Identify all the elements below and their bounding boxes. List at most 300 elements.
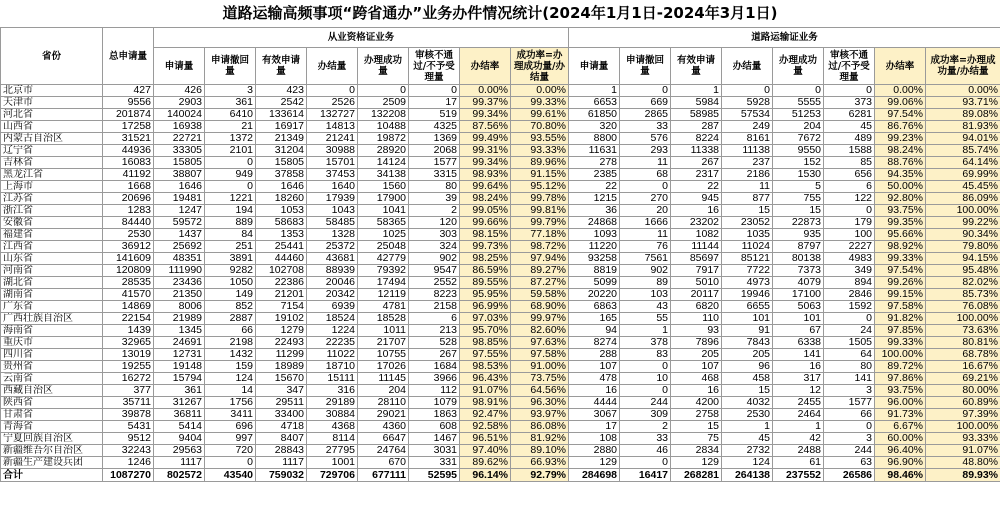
table-cell: 3 [205,85,256,97]
table-cell: 59.58% [511,289,569,301]
table-cell: 93.33% [926,433,1000,445]
table-cell: 33305 [154,145,205,157]
table-cell: 98.72% [511,241,569,253]
table-row [1,109,1000,121]
table-cell: 67 [773,325,824,337]
table-cell: 1756 [205,397,256,409]
table-cell: 99.49% [460,133,511,145]
table-cell: 1505 [824,337,875,349]
table-cell: 15805 [154,157,205,169]
table-cell: 2530 [722,409,773,421]
table-cell: 33400 [256,409,307,421]
table-row [1,205,1000,217]
table-cell: 10 [620,373,671,385]
table-cell: 316 [307,385,358,397]
table-cell: 2732 [722,445,773,457]
table-cell: 83 [620,349,671,361]
table-cell: 17 [409,97,460,109]
table-cell: 6 [409,313,460,325]
table-cell: 124 [205,373,256,385]
table-cell: 48.80% [926,457,1000,469]
table-cell: 25441 [256,241,307,253]
table-cell: 2903 [154,97,205,109]
table-cell: 1224 [307,325,358,337]
table-cell: 3411 [205,409,256,421]
table-cell: 378 [620,337,671,349]
table-cell: 0.00% [875,85,926,97]
header-trans-col-7: 成功率=办理成功量/办结量 [926,48,1000,85]
table-cell: 66 [824,409,875,421]
table-cell: 15670 [256,373,307,385]
province-cell: 内蒙古自治区 [1,133,103,145]
table-cell: 317 [773,373,824,385]
table-cell: 26586 [824,469,875,482]
table-cell: 194 [205,205,256,217]
table-cell: 68.78% [926,349,1000,361]
table-cell: 99.64% [460,181,511,193]
table-cell: 97.86% [875,373,926,385]
table-cell: 1432 [205,349,256,361]
table-cell: 14 [205,385,256,397]
table-cell: 101 [773,313,824,325]
table-cell: 52595 [409,469,460,482]
table-cell: 94.01% [926,133,1000,145]
table-cell: 4983 [824,253,875,265]
header-qual-col-2: 有效申请量 [256,48,307,85]
table-cell: 129 [671,457,722,469]
table-cell: 9556 [103,97,154,109]
table-cell: 0 [824,205,875,217]
header-qual-col-0: 申请量 [154,48,205,85]
table-cell: 852 [205,301,256,313]
table-cell: 88939 [307,265,358,277]
table-row [1,325,1000,337]
table-cell: 303 [409,229,460,241]
table-cell: 21 [205,121,256,133]
table-cell: 91 [722,325,773,337]
table-cell: 28843 [256,445,307,457]
province-cell: 新疆维吾尔自治区 [1,445,103,457]
table-cell: 69.99% [926,169,1000,181]
table-cell: 1588 [824,145,875,157]
table-row [1,265,1000,277]
table-cell: 4718 [256,421,307,433]
province-cell: 云南省 [1,373,103,385]
table-cell: 96.30% [511,397,569,409]
table-row [1,217,1000,229]
table-cell: 12 [773,385,824,397]
table-cell: 7561 [620,253,671,265]
table-cell: 89.62% [460,457,511,469]
table-cell: 25048 [358,241,409,253]
table-cell: 99.79% [511,217,569,229]
table-cell: 45 [824,121,875,133]
table-cell: 42779 [358,253,409,265]
table-cell: 97.58% [511,349,569,361]
header-total: 总申请量 [103,28,154,85]
table-cell: 93258 [569,253,620,265]
table-cell: 73.63% [926,325,1000,337]
table-cell: 270 [620,193,671,205]
table-cell: 237552 [773,469,824,482]
table-cell: 80 [824,361,875,373]
table-cell: 39 [409,193,460,205]
province-cell: 海南省 [1,325,103,337]
table-cell: 99.78% [511,193,569,205]
table-cell: 293 [620,145,671,157]
table-cell: 85121 [722,253,773,265]
table-cell: 96 [722,361,773,373]
table-row [1,241,1000,253]
table-cell: 98.24% [875,145,926,157]
table-cell: 99.31% [460,145,511,157]
table-cell: 91.00% [511,361,569,373]
table-cell: 2865 [620,109,671,121]
table-cell: 58485 [307,217,358,229]
table-cell: 25372 [307,241,358,253]
table-cell: 21349 [256,133,307,145]
table-cell: 13019 [103,349,154,361]
province-cell: 浙江省 [1,205,103,217]
table-row [1,409,1000,421]
table-cell: 60.00% [875,433,926,445]
table-cell: 5 [773,181,824,193]
table-cell: 7917 [671,265,722,277]
table-cell: 1079 [409,397,460,409]
table-cell: 31204 [256,145,307,157]
table-cell: 8797 [773,241,824,253]
table-cell: 64 [824,349,875,361]
table-cell: 1283 [103,205,154,217]
table-cell: 15794 [154,373,205,385]
table-cell: 37453 [307,169,358,181]
table-cell: 102708 [256,265,307,277]
table-cell: 79.80% [926,241,1000,253]
table-cell: 98.24% [460,193,511,205]
table-cell: 889 [205,217,256,229]
table-cell: 59572 [154,217,205,229]
table-cell: 7843 [722,337,773,349]
table-cell: 347 [256,385,307,397]
table-cell: 2 [620,421,671,433]
table-cell: 103 [620,289,671,301]
table-cell: 16 [569,385,620,397]
table-cell: 1 [671,85,722,97]
table-cell: 7672 [773,133,824,145]
table-cell: 24868 [569,217,620,229]
table-cell: 96.90% [875,457,926,469]
table-body [1,85,1000,482]
table-cell: 41192 [103,169,154,181]
table-cell: 9550 [773,145,824,157]
page-title: 道路运输高频事项“跨省通办”业务办件情况统计(2024年1月1日-2024年3月1日) [222,4,778,22]
table-cell: 268281 [671,469,722,482]
table-cell: 97.63% [511,337,569,349]
table-cell: 5099 [569,277,620,289]
table-cell: 1215 [569,193,620,205]
table-cell: 18710 [307,361,358,373]
table-cell: 3891 [205,253,256,265]
table-cell: 99.73% [460,241,511,253]
table-cell: 99.97% [511,313,569,325]
table-cell: 107 [671,361,722,373]
table-cell: 0 [824,85,875,97]
table-cell: 244 [824,445,875,457]
table-row [1,85,1000,97]
province-cell: 广西壮族自治区 [1,313,103,325]
table-cell: 93 [671,325,722,337]
province-cell: 安徽省 [1,217,103,229]
table-cell: 0 [358,85,409,97]
table-cell: 34138 [358,169,409,181]
table-cell: 5063 [773,301,824,313]
table-cell: 152 [773,157,824,169]
table-cell: 20342 [307,289,358,301]
table-cell: 28920 [358,145,409,157]
table-cell: 361 [205,97,256,109]
province-cell: 吉林省 [1,157,103,169]
table-cell: 46 [620,445,671,457]
table-cell: 6 [824,181,875,193]
table-cell: 89.10% [511,445,569,457]
province-cell: 上海市 [1,181,103,193]
table-cell: 91.07% [460,385,511,397]
table-cell: 426 [154,85,205,97]
table-cell: 58365 [358,217,409,229]
table-cell: 45 [722,433,773,445]
table-cell: 91.73% [875,409,926,421]
table-cell: 98.91% [460,397,511,409]
table-cell: 21201 [256,289,307,301]
table-cell: 5984 [671,97,722,109]
table-cell: 17 [569,421,620,433]
table-cell: 9282 [205,265,256,277]
table-cell: 129 [569,457,620,469]
table-cell: 1646 [154,181,205,193]
table-cell: 39878 [103,409,154,421]
table-cell: 100.00% [926,421,1000,433]
table-cell: 141 [773,349,824,361]
table-cell: 99.35% [875,217,926,229]
table-cell: 1439 [103,325,154,337]
table-cell: 15111 [307,373,358,385]
table-cell: 1577 [824,397,875,409]
table-cell: 894 [824,277,875,289]
table-cell: 11220 [569,241,620,253]
table-cell: 4444 [569,397,620,409]
table-cell: 99.34% [460,157,511,169]
table-cell: 9404 [154,433,205,445]
table-cell: 55 [620,313,671,325]
table-cell: 86.08% [511,421,569,433]
table-cell: 264138 [722,469,773,482]
table-cell: 244 [620,397,671,409]
table-cell: 519 [409,109,460,121]
header-group-transport: 道路运输证业务 [569,28,1000,48]
table-cell: 44460 [256,253,307,265]
table-cell: 468 [671,373,722,385]
table-cell: 93.75% [875,205,926,217]
table-cell: 93.97% [511,409,569,421]
table-cell: 6647 [358,433,409,445]
table-cell: 97.54% [875,109,926,121]
table-cell: 122 [824,193,875,205]
table-cell: 1863 [409,409,460,421]
table-cell: 656 [824,169,875,181]
header-qual-col-1: 申请撤回量 [205,48,256,85]
table-cell: 80138 [773,253,824,265]
table-cell: 8114 [307,433,358,445]
table-row [1,253,1000,265]
table-cell: 120809 [103,265,154,277]
table-cell: 373 [824,97,875,109]
table-cell: 21350 [154,289,205,301]
table-cell: 2509 [358,97,409,109]
table-cell: 91.15% [511,169,569,181]
province-cell: 西藏自治区 [1,385,103,397]
table-cell: 0 [620,385,671,397]
table-cell: 1353 [256,229,307,241]
table-cell: 51253 [773,109,824,121]
table-cell: 30988 [307,145,358,157]
table-row [1,145,1000,157]
header-trans-col-3: 办结量 [722,48,773,85]
table-cell: 86.09% [926,193,1000,205]
province-cell: 福建省 [1,229,103,241]
table-cell: 42 [773,433,824,445]
table-cell: 213 [409,325,460,337]
table-cell: 877 [722,193,773,205]
table-cell: 1 [722,421,773,433]
table-row [1,433,1000,445]
table-cell: 35711 [103,397,154,409]
table-cell: 22386 [256,277,307,289]
table-cell: 1 [569,85,620,97]
table-cell: 249 [722,121,773,133]
table-cell: 16917 [256,121,307,133]
table-cell: 205 [671,349,722,361]
table-cell: 82.02% [926,277,1000,289]
table-cell: 696 [205,421,256,433]
table-cell: 6281 [824,109,875,121]
province-cell: 天津市 [1,97,103,109]
table-cell: 2488 [773,445,824,457]
table-cell: 85 [824,157,875,169]
table-cell: 11145 [358,373,409,385]
table-cell: 48351 [154,253,205,265]
table-cell: 4200 [671,397,722,409]
table-cell: 608 [409,421,460,433]
table-cell: 528 [409,337,460,349]
table-cell: 729706 [307,469,358,482]
table-cell: 2 [409,205,460,217]
table-cell: 22154 [103,313,154,325]
table-cell: 32243 [103,445,154,457]
header-province: 省份 [1,28,103,85]
province-cell: 广东省 [1,301,103,313]
province-cell: 河南省 [1,265,103,277]
table-cell: 2158 [409,301,460,313]
table-row [1,289,1000,301]
table-cell: 61850 [569,109,620,121]
table-cell: 93.71% [926,97,1000,109]
table-cell: 3315 [409,169,460,181]
table-cell: 86.59% [460,265,511,277]
table-cell: 91.82% [875,313,926,325]
table-cell: 82.60% [511,325,569,337]
table-cell: 10755 [358,349,409,361]
table-cell: 1087270 [103,469,154,482]
table-row [1,385,1000,397]
table-row [1,277,1000,289]
table-cell: 19255 [103,361,154,373]
table-cell: 2317 [671,169,722,181]
table-cell: 64.56% [511,385,569,397]
table-cell: 97.55% [460,349,511,361]
table-cell: 1345 [154,325,205,337]
table-cell: 324 [409,241,460,253]
table-cell: 96.43% [460,373,511,385]
table-row [1,337,1000,349]
table-cell: 15701 [307,157,358,169]
province-cell: 江西省 [1,241,103,253]
table-cell: 95.66% [875,229,926,241]
table-cell: 108 [569,433,620,445]
table-cell: 349 [824,265,875,277]
table-cell: 6939 [307,301,358,313]
table-cell: 24691 [154,337,205,349]
table-cell: 44936 [103,145,154,157]
table-cell: 0 [307,85,358,97]
table-cell: 6.67% [875,421,926,433]
table-cell: 94.15% [926,253,1000,265]
table-cell: 489 [824,133,875,145]
table-cell: 37858 [256,169,307,181]
table-cell: 11 [620,157,671,169]
table-cell: 19102 [256,313,307,325]
table-cell: 309 [620,409,671,421]
province-cell: 湖北省 [1,277,103,289]
table-cell: 79392 [358,265,409,277]
table-cell: 80.81% [926,337,1000,349]
table-cell: 11338 [671,145,722,157]
table-cell: 30884 [307,409,358,421]
table-cell: 1221 [205,193,256,205]
table-cell: 87.56% [460,121,511,133]
table-cell: 98.85% [460,337,511,349]
table-cell: 576 [620,133,671,145]
table-row [1,97,1000,109]
table-cell: 58985 [671,109,722,121]
table-cell: 14124 [358,157,409,169]
table-cell: 70.80% [511,121,569,133]
table-cell: 755 [773,193,824,205]
table-cell: 11 [620,229,671,241]
table-cell: 720 [205,445,256,457]
province-cell: 河北省 [1,109,103,121]
table-cell: 141 [824,373,875,385]
header-qual-col-5: 审核不通过/不予受理量 [409,48,460,85]
table-cell: 331 [409,457,460,469]
table-cell: 19481 [154,193,205,205]
table-cell: 41570 [103,289,154,301]
table-cell: 251 [205,241,256,253]
table-cell: 997 [205,433,256,445]
table-cell: 1011 [358,325,409,337]
table-cell: 22 [671,181,722,193]
table-row [1,361,1000,373]
table-cell: 11631 [569,145,620,157]
